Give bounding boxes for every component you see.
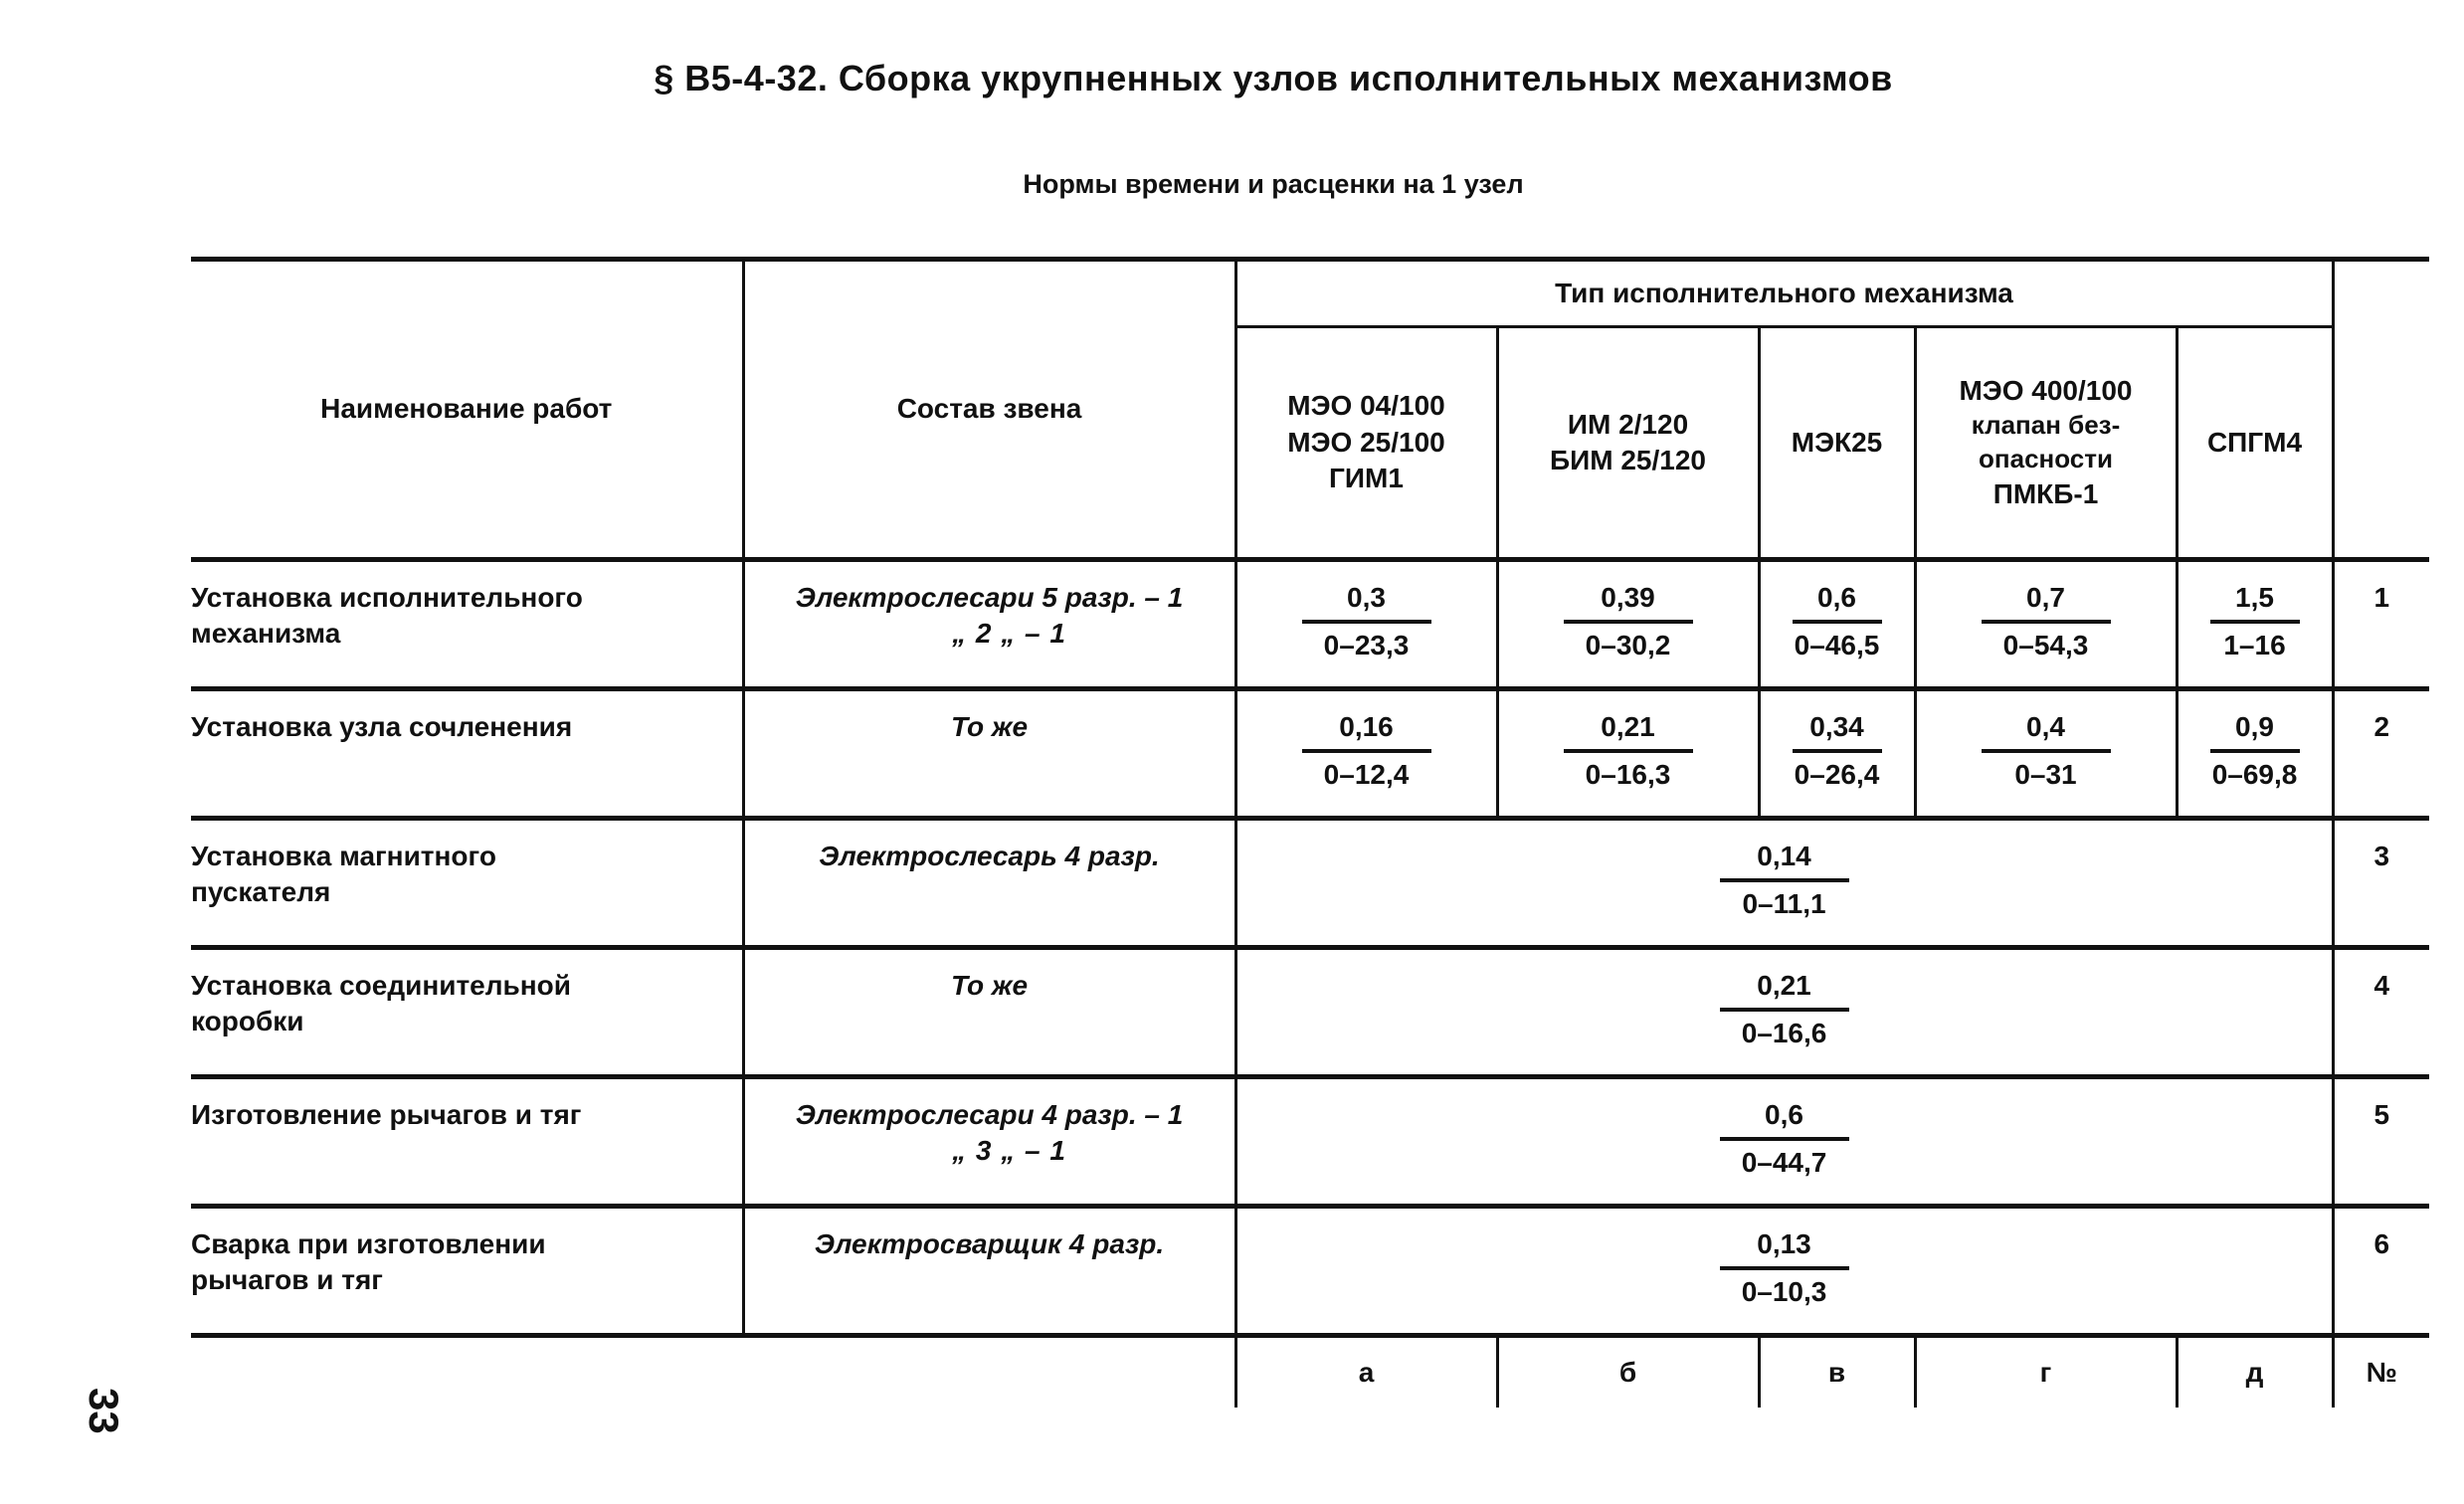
value-cell-d xyxy=(1915,689,2177,819)
mech-a-line2: МЭО 25/100 xyxy=(1287,426,1445,458)
crew-line: То же xyxy=(950,711,1029,742)
time-norm: 0,13 xyxy=(1720,1226,1849,1270)
mech-d-line3: опасности xyxy=(1979,444,2113,473)
work-name-line: пускателя xyxy=(191,876,331,908)
crew-line: „ 3 „ – 1 xyxy=(952,1135,1066,1167)
time-norm: 0,21 xyxy=(1564,709,1693,753)
merged-value-cell xyxy=(1235,948,2333,1077)
work-name-line: Установка магнитного xyxy=(191,841,496,871)
crew-line: Электрослесари 4 разр. – 1 xyxy=(795,1099,1184,1130)
work-name-cell xyxy=(191,1207,743,1336)
row-number: 4 xyxy=(2333,948,2429,1077)
crew-line: То же xyxy=(950,970,1029,1001)
row-number: 5 xyxy=(2333,1077,2429,1207)
crew-cell xyxy=(743,1077,1235,1207)
work-name-cell xyxy=(191,560,743,689)
crew-cell xyxy=(743,1207,1235,1336)
work-name-line: Установка исполнительного xyxy=(191,582,583,613)
value-cell-a xyxy=(1235,560,1497,689)
work-name-cell xyxy=(191,689,743,819)
crew-line: Электрослесарь 4 разр. xyxy=(819,841,1160,871)
time-norm: 0,21 xyxy=(1720,968,1849,1012)
column-letter: г xyxy=(1915,1336,2177,1409)
row-number: 2 xyxy=(2333,689,2429,819)
table-row xyxy=(191,1207,2429,1336)
column-letter: б xyxy=(1497,1336,1759,1409)
price: 0–31 xyxy=(2014,759,2077,791)
work-name-line: Установка соединительной xyxy=(191,970,571,1001)
table-row xyxy=(191,1077,2429,1207)
merged-value-cell xyxy=(1235,819,2333,948)
time-norm: 0,6 xyxy=(1793,580,1882,624)
value-cell-e xyxy=(2177,689,2333,819)
value-cell-b xyxy=(1497,560,1759,689)
time-norm: 0,9 xyxy=(2210,709,2300,753)
column-letter: д xyxy=(2177,1336,2333,1409)
letters-spacer xyxy=(743,1336,1235,1409)
work-name-line: Сварка при изготовлении xyxy=(191,1228,546,1259)
header-crew: Состав звена xyxy=(743,260,1235,560)
time-norm: 0,4 xyxy=(1982,709,2111,753)
crew-cell xyxy=(743,560,1235,689)
norms-table xyxy=(191,257,2429,1408)
mech-d-line4: ПМКБ-1 xyxy=(1992,477,2099,509)
row-number: 1 xyxy=(2333,560,2429,689)
page-number: 33 xyxy=(81,1388,127,1434)
header-mech-col-a xyxy=(1235,327,1497,560)
price: 0–10,3 xyxy=(1741,1276,1827,1308)
time-norm: 0,16 xyxy=(1302,709,1431,753)
column-letter: в xyxy=(1759,1336,1915,1409)
time-norm: 0,6 xyxy=(1720,1097,1849,1141)
work-name-line: коробки xyxy=(191,1006,304,1037)
crew-line: „ 2 „ – 1 xyxy=(952,618,1066,650)
price: 0–12,4 xyxy=(1323,759,1410,791)
row-number: 3 xyxy=(2333,819,2429,948)
work-name-line: Установка узла сочленения xyxy=(191,711,573,742)
value-cell-b xyxy=(1497,689,1759,819)
time-norm: 1,5 xyxy=(2210,580,2300,624)
price: 1–16 xyxy=(2223,630,2286,661)
column-letter: а xyxy=(1235,1336,1497,1409)
table-row xyxy=(191,560,2429,689)
time-norm: 0,14 xyxy=(1720,839,1849,882)
value-cell-d xyxy=(1915,560,2177,689)
price: 0–11,1 xyxy=(1742,888,1826,920)
header-mech-col-b xyxy=(1497,327,1759,560)
work-name-line: рычагов и тяг xyxy=(191,1264,383,1296)
column-letter: № xyxy=(2333,1336,2429,1409)
price: 0–54,3 xyxy=(2002,630,2089,661)
mech-b-line2: БИМ 25/120 xyxy=(1550,445,1706,475)
price: 0–69,8 xyxy=(2211,759,2298,791)
time-norm: 0,34 xyxy=(1793,709,1882,753)
crew-line: Электрослесари 5 разр. – 1 xyxy=(795,582,1184,613)
table-row xyxy=(191,689,2429,819)
price: 0–26,4 xyxy=(1794,759,1880,791)
time-norm: 0,7 xyxy=(1982,580,2111,624)
merged-value-cell xyxy=(1235,1207,2333,1336)
crew-cell xyxy=(743,819,1235,948)
letters-spacer xyxy=(191,1336,743,1409)
value-cell-c xyxy=(1759,560,1915,689)
work-name-line: механизма xyxy=(191,618,341,650)
price: 0–23,3 xyxy=(1323,630,1410,661)
header-row-number xyxy=(2333,260,2429,560)
header-work-name: Наименование работ xyxy=(191,260,743,560)
table-subtitle: Нормы времени и расценки на 1 узел xyxy=(1023,169,1524,199)
value-cell-e xyxy=(2177,560,2333,689)
time-norm: 0,3 xyxy=(1302,580,1431,624)
mech-a-line3: ГИМ1 xyxy=(1329,463,1404,494)
header-mech-type: Тип исполнительного механизма xyxy=(1235,260,2333,327)
mech-d-line2: клапан без- xyxy=(1971,410,2121,441)
merged-value-cell xyxy=(1235,1077,2333,1207)
crew-line: Электросварщик 4 разр. xyxy=(814,1228,1165,1259)
mech-b-line1: ИМ 2/120 xyxy=(1567,408,1689,440)
work-name-cell xyxy=(191,948,743,1077)
crew-cell xyxy=(743,689,1235,819)
time-norm: 0,39 xyxy=(1564,580,1693,624)
header-mech-col-e xyxy=(2177,327,2333,560)
row-number: 6 xyxy=(2333,1207,2429,1336)
price: 0–16,6 xyxy=(1741,1018,1827,1049)
price: 0–16,3 xyxy=(1585,759,1671,791)
section-title: § В5-4-32. Сборка укрупненных узлов исполнительных механизмов xyxy=(654,58,1893,98)
mech-d-line1: МЭО 400/100 xyxy=(1959,374,2133,406)
mech-a-line1: МЭО 04/100 xyxy=(1287,390,1445,422)
price: 0–30,2 xyxy=(1585,630,1671,661)
header-mech-col-d xyxy=(1915,327,2177,560)
column-letters-row xyxy=(191,1336,2429,1409)
price: 0–46,5 xyxy=(1794,630,1880,661)
value-cell-c xyxy=(1759,689,1915,819)
crew-cell xyxy=(743,948,1235,1077)
table-row xyxy=(191,819,2429,948)
header-mech-col-c xyxy=(1759,327,1915,560)
work-name-cell xyxy=(191,1077,743,1207)
header-row-1 xyxy=(191,260,2429,327)
value-cell-a xyxy=(1235,689,1497,819)
table-row xyxy=(191,948,2429,1077)
work-name-line: Изготовление рычагов и тяг xyxy=(191,1099,582,1130)
price: 0–44,7 xyxy=(1741,1147,1827,1179)
mech-c-line1: МЭК25 xyxy=(1791,426,1883,458)
mech-e-line1: СПГМ4 xyxy=(2206,426,2303,458)
work-name-cell xyxy=(191,819,743,948)
